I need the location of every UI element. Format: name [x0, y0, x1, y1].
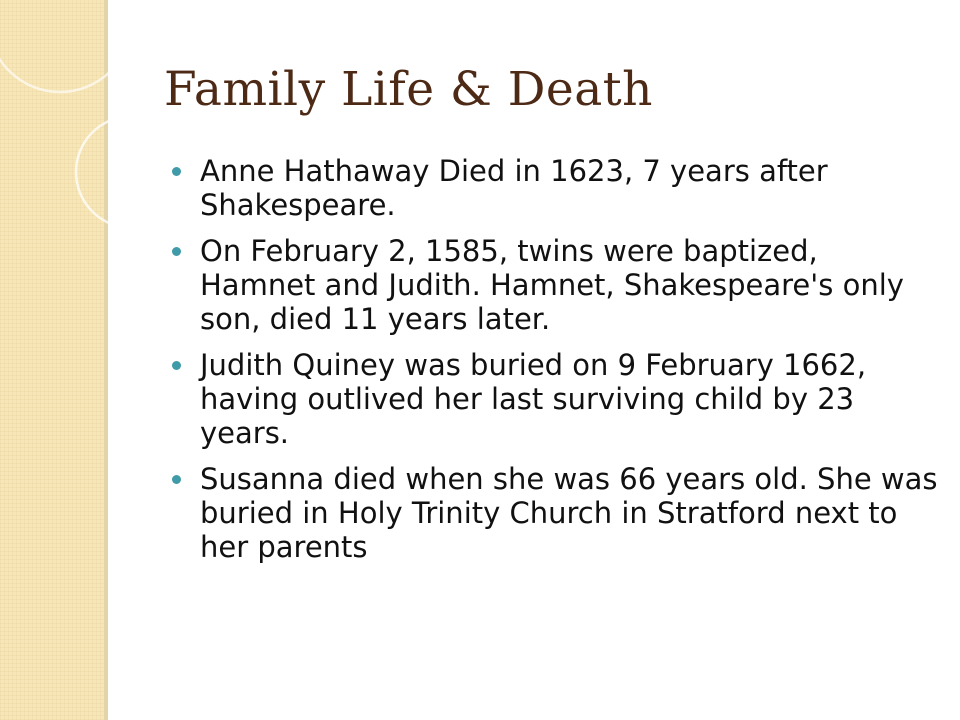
bullet-list	[168, 154, 938, 576]
bullet-text: On February 2, 1585, twins were baptized, Hamnet and Judith. Hamnet, Shakespeare's only son, died 11 years later.	[200, 234, 904, 336]
bullet-item	[168, 462, 938, 564]
bullet-text: Anne Hathaway Died in 1623, 7 years after Shakespeare.	[200, 154, 828, 222]
bullet-text: Judith Quiney was buried on 9 February 1662, having outlived her last surviving child by 23 years.	[200, 348, 867, 450]
bullet-icon	[172, 475, 181, 484]
bullet-item	[168, 348, 938, 450]
bullet-item	[168, 154, 938, 222]
bullet-text: Susanna died when she was 66 years old. She was buried in Holy Trinity Church in Stratford next to her parents	[200, 462, 938, 564]
bullet-icon	[172, 361, 181, 370]
bullet-icon	[172, 167, 181, 176]
bullet-icon	[172, 247, 181, 256]
bullet-item	[168, 234, 938, 336]
slide-title: Family Life & Death	[164, 62, 653, 117]
